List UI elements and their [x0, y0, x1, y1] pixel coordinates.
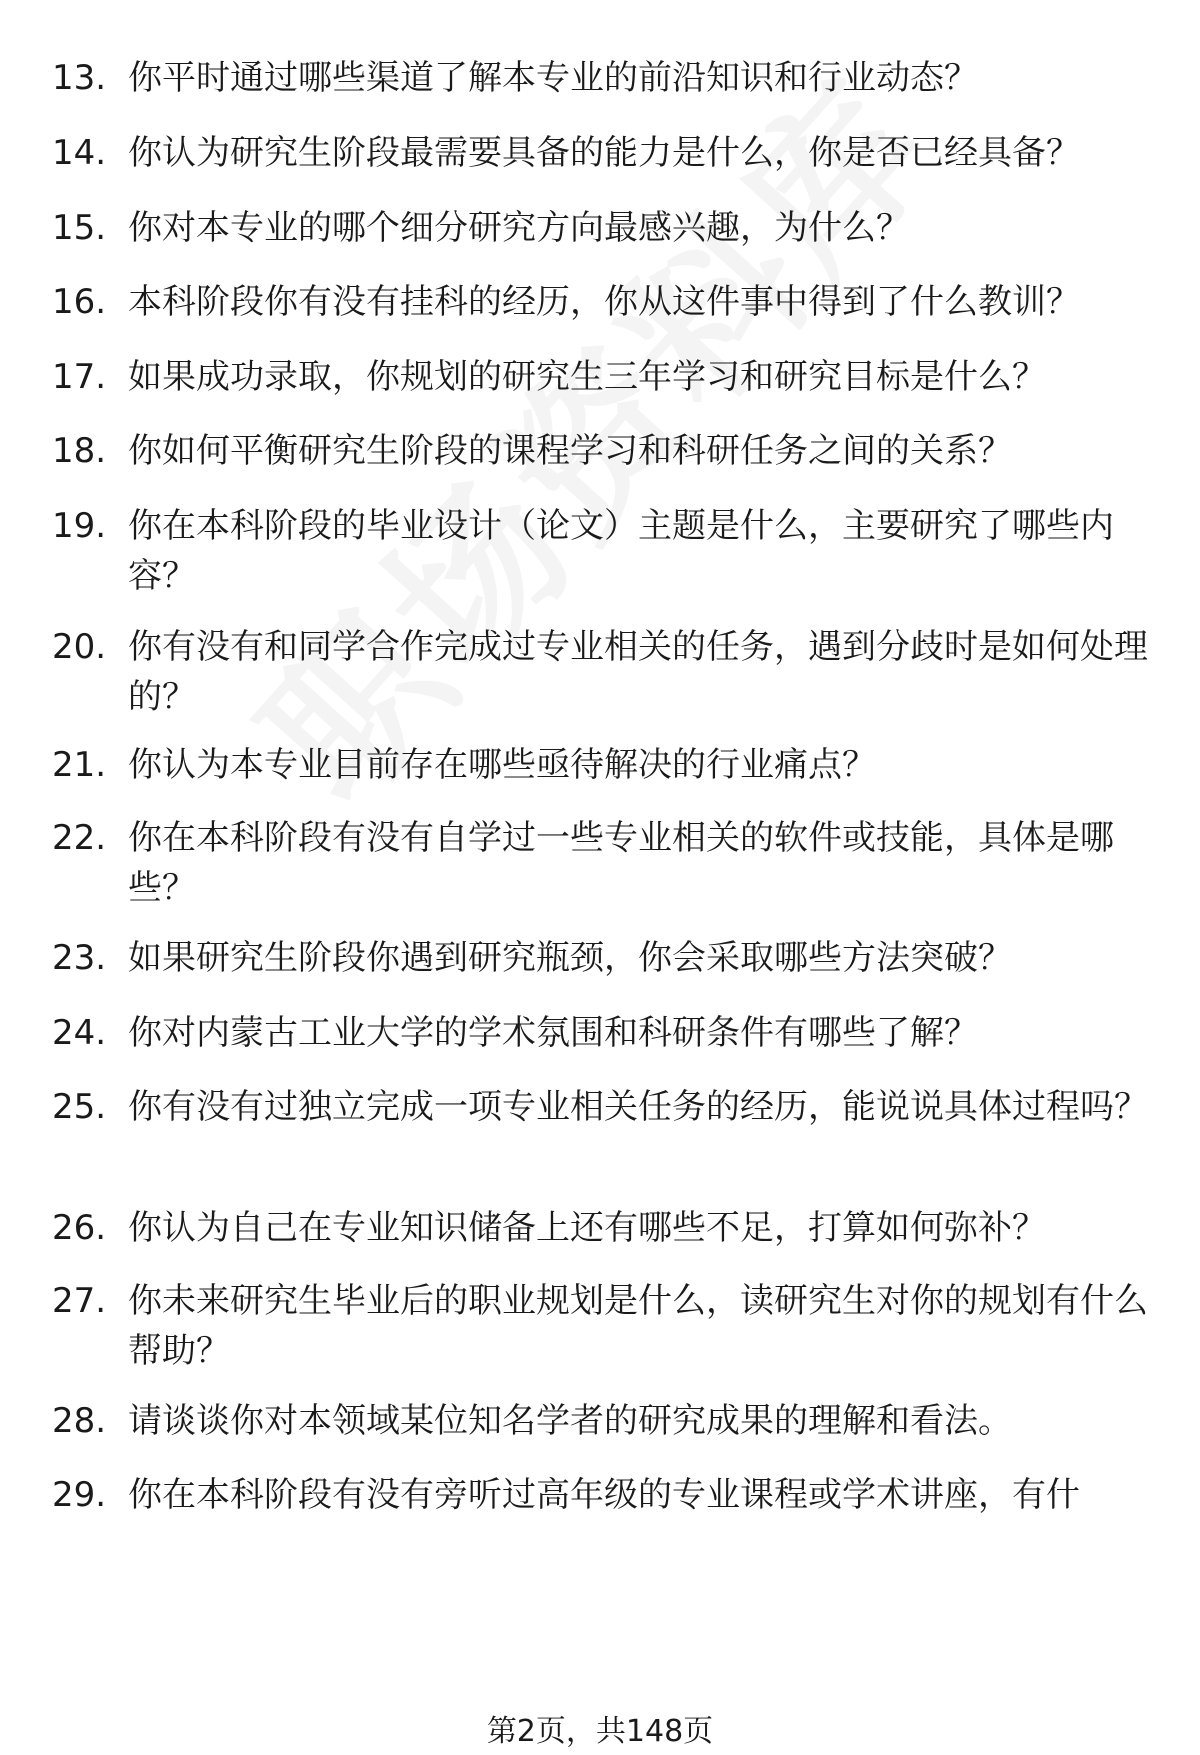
question-text: 你有没有过独立完成一项专业相关任务的经历，能说说具体过程吗？: [128, 1087, 1148, 1127]
question-item: [52, 203, 1152, 253]
question-number: 23.: [52, 938, 107, 978]
question-text: 你在本科阶段有没有旁听过高年级的专业课程或学术讲座，有什: [128, 1475, 1080, 1515]
question-item: [52, 53, 1152, 103]
question-item: [52, 1396, 1152, 1446]
question-text: 你在本科阶段有没有自学过一些专业相关的软件或技能，具体是哪些？: [128, 818, 1114, 908]
question-number: 19.: [52, 506, 107, 546]
question-item: [52, 1276, 1152, 1376]
question-item: [52, 128, 1152, 178]
page-indicator: 第2页，共148页: [486, 1714, 714, 1749]
question-text: 你如何平衡研究生阶段的课程学习和科研任务之间的关系？: [128, 431, 1012, 471]
question-number: 27.: [52, 1281, 107, 1321]
question-text: 你未来研究生毕业后的职业规划是什么，读研究生对你的规划有什么帮助？: [128, 1281, 1148, 1371]
question-number: 25.: [52, 1087, 107, 1127]
question-item: [52, 622, 1152, 722]
question-item: [52, 1008, 1152, 1058]
question-number: 16.: [52, 282, 107, 322]
question-text: 你认为本专业目前存在哪些亟待解决的行业痛点？: [128, 745, 876, 785]
question-text: 如果成功录取，你规划的研究生三年学习和研究目标是什么？: [128, 357, 1046, 397]
question-item: [52, 1203, 1152, 1253]
question-text: 请谈谈你对本领域某位知名学者的研究成果的理解和看法。: [128, 1401, 1012, 1441]
question-number: 14.: [52, 133, 107, 173]
question-number: 29.: [52, 1475, 107, 1515]
question-text: 你平时通过哪些渠道了解本专业的前沿知识和行业动态？: [128, 58, 978, 98]
question-text: 你有没有和同学合作完成过专业相关的任务，遇到分歧时是如何处理的？: [128, 627, 1148, 717]
question-item: [52, 1082, 1152, 1132]
question-item: [52, 933, 1152, 983]
question-number: 28.: [52, 1401, 107, 1441]
question-text: 你认为自己在专业知识储备上还有哪些不足，打算如何弥补？: [128, 1208, 1046, 1248]
question-item: [52, 740, 1152, 790]
question-text: 你认为研究生阶段最需要具备的能力是什么，你是否已经具备？: [128, 133, 1080, 173]
question-number: 26.: [52, 1208, 107, 1248]
question-text: 你在本科阶段的毕业设计（论文）主题是什么，主要研究了哪些内容？: [128, 506, 1114, 596]
question-text: 如果研究生阶段你遇到研究瓶颈，你会采取哪些方法突破？: [128, 938, 1012, 978]
question-number: 13.: [52, 58, 107, 98]
question-number: 22.: [52, 818, 107, 858]
question-text: 本科阶段你有没有挂科的经历，你从这件事中得到了什么教训？: [128, 282, 1080, 322]
question-item: [52, 1470, 1152, 1520]
question-number: 24.: [52, 1013, 107, 1053]
question-number: 17.: [52, 357, 107, 397]
question-text: 你对内蒙古工业大学的学术氛围和科研条件有哪些了解？: [128, 1013, 978, 1053]
question-item: [52, 352, 1152, 402]
question-number: 20.: [52, 627, 107, 667]
question-item: [52, 426, 1152, 476]
question-item: [52, 501, 1152, 601]
question-item: [52, 813, 1152, 913]
question-item: [52, 277, 1152, 327]
question-number: 21.: [52, 745, 107, 785]
question-text: 你对本专业的哪个细分研究方向最感兴趣，为什么？: [128, 208, 910, 248]
question-number: 18.: [52, 431, 107, 471]
question-number: 15.: [52, 208, 107, 248]
